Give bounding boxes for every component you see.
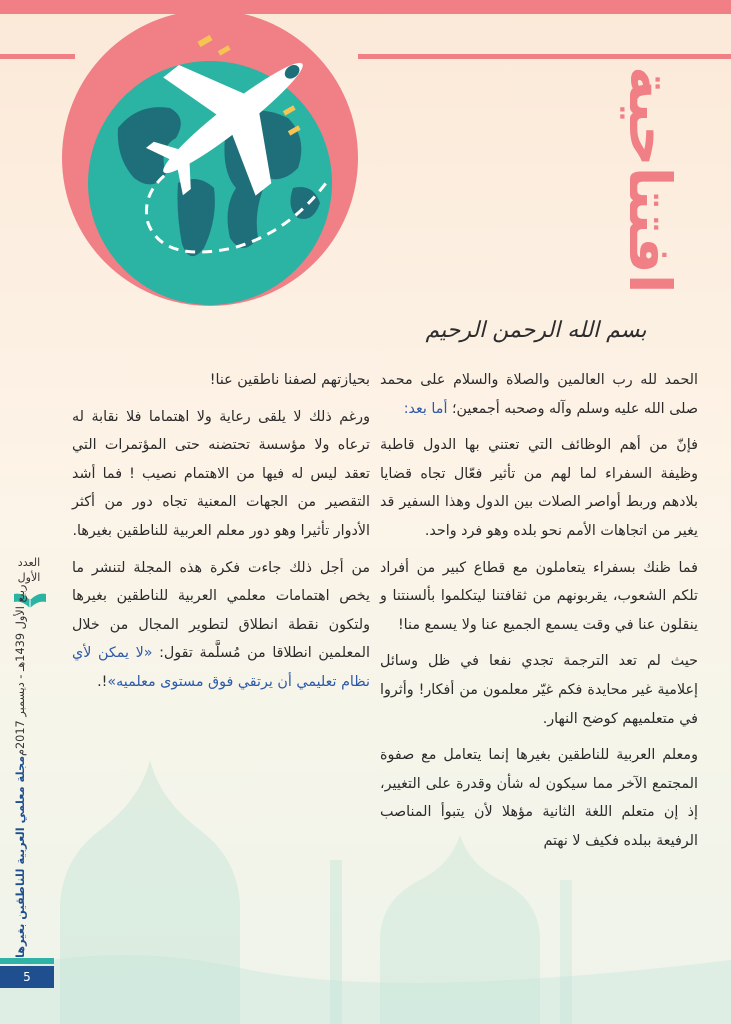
quote: «لا يمكن لأي نظام تعليمي أن يرتقي فوق مستوى معلميه» — [72, 645, 370, 690]
paragraph: ومعلم العربية للناطقين بغيرها إنما يتعامل مع صفوة المجتمع الآخر مما سيكون له شأن وقدرة على التغيير، إذ إن متعلم اللغة الثانية مؤهلا لأن يتبوأ المناصب الرفيعة ببلده فكيف لا نهتم — [380, 747, 698, 849]
issue-label — [8, 555, 50, 585]
basmala: بسم الله الرحمن الرحيم — [425, 318, 647, 343]
paragraph: من أجل ذلك جاءت فكرة هذه المجلة لتنشر ما يخص اهتمامات معلمي العربية للناطقين بغيرها ولتكون نقطة انطلاق لتطوير المجال من خلال المعلمين انطلاقا من مُسلَّمة تقول: «لا يمكن لأي نظام تعليمي أن يرتقي فوق مستوى معلميه»!. — [72, 559, 371, 690]
header-rule-right — [358, 54, 731, 59]
magazine-name: مجلة معلمي العربية للناطقين بغيرها — [14, 755, 27, 958]
section-title: افتتاحية — [616, 66, 684, 294]
issue-date: ربيع الأول 1439هـ - ديسمبر 2017م — [14, 584, 27, 756]
paragraph: ورغم ذلك لا يلقى رعاية ولا اهتماما فلا نقابة له ترعاه ولا مؤسسة تحتضنه حتى المؤتمرات التي تعقد ليس له فيها من الاهتمام نصيب ! فما أشد التقصير من الجهات المعنية تجاه دور من أكثر الأدوار تأثيرا وهو دور معلم العربية للناطقين بغيرها. — [72, 408, 370, 539]
paragraph: الحمد لله رب العالمين والصلاة والسلام على محمد صلى الله عليه وسلم وآله وصحبه أجمعين؛ أما بعد: — [380, 372, 698, 417]
magazine-vertical-label — [14, 584, 40, 958]
ama-baad: أما بعد: — [403, 400, 448, 417]
paragraph: حيث لم تعد الترجمة تجدي نفعا في ظل وسائل إعلامية غير محايدة فكم غيّر معلمون من أفكار! وأثروا في متعلميهم كوضح النهار. — [380, 653, 698, 727]
page-number: 5 — [0, 966, 54, 988]
issue-word: العدد — [17, 556, 41, 569]
paragraph: فما ظنك بسفراء يتعاملون مع قطاع كبير من أفراد تلكم الشعوب، يقربونهم من ثقافتنا ليتكلموا بألسنتنا و ينقلون عنا في وقت يسمع الجميع عنا ولا يسمع منا! — [380, 559, 698, 633]
paragraph: فإنّ من أهم الوظائف التي تعتني بها الدول قاطبة وظيفة السفراء لما لهم من تأثير فعّال تجاه قضايا بلادهم وربط أواصر الصلات بين الدول وهذا السفير قد يغير من اتجاهات الأمم نحو بلده وهو فرد واحد. — [380, 437, 698, 539]
issue-number: الأول — [17, 571, 41, 584]
page-strip — [0, 958, 54, 964]
paragraph: بحيازتهم لصفنا ناطقين عنا! — [209, 372, 370, 388]
globe-airplane-illustration — [58, 8, 368, 308]
mosque-decoration — [0, 740, 731, 1024]
left-column-text — [72, 366, 370, 705]
